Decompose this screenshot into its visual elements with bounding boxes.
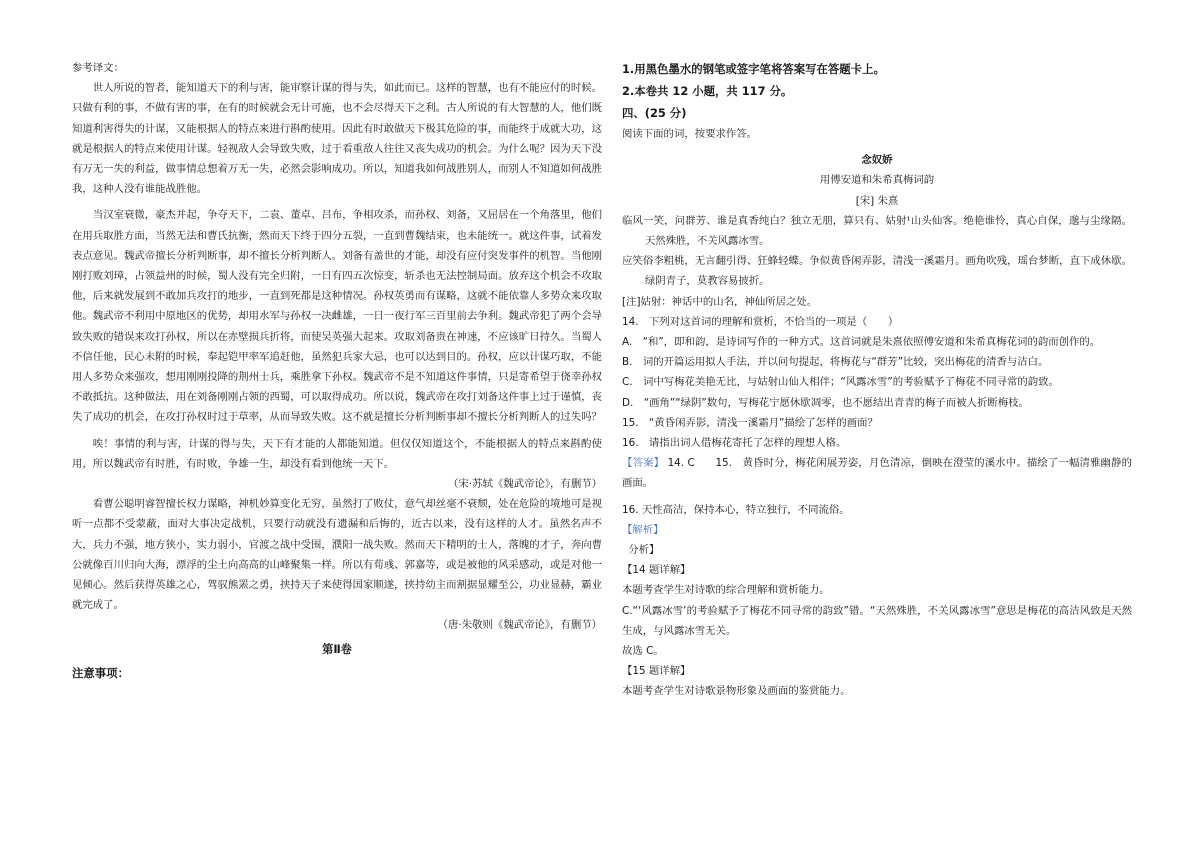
detail-15-heading: 【15 题详解】	[622, 665, 691, 678]
question-16: 16. 请指出词人借梅花寄托了怎样的理想人格。	[622, 437, 847, 450]
detail-14-option-c: C.“‘风露冰雪’的考验赋予了梅花不同寻常的韵致”错。“天然殊胜，不关风露冰雪”意思是梅花的高洁风致是天然生成，与风露冰雪无关。	[622, 604, 1132, 637]
section-heading: 四、(25 分)	[622, 106, 687, 120]
poem-title: 念奴娇	[861, 154, 893, 167]
left-column	[72, 58, 602, 684]
reading-instruction: 阅读下面的词，按要求作答。	[622, 128, 758, 140]
poem-author: [宋] 朱熹	[855, 194, 899, 207]
translation-paragraph-1: 世人所说的智者，能知道天下的利与害，能审察计谋的得与失，如此而已。这样的智慧，也有不能应付的时候。只做有利的事，不做有害的事，在有的时候就会无计可施，也不会尽得天下之利。古人所说的有大智慧的人，他们既知道利害得失的计谋，又能根据人的特点来进行斟酌使用。因此有时敢做天下极其危险的事，而能终于成就大功，这就是根据人的特点来使用计谋。轻视敌人会导致失败，过于看重敌人往往又丧失成功的机会。为什么呢？因为天下没有万无一失的利益，做事情总想着万无一失，必然会影响成功。所以，知道我如何战胜别人，而别人不知道如何战胜我，这种人没有谁能战胜他。	[72, 82, 602, 196]
notice-item-1: 1.用黑色墨水的钢笔或签字笔将答案写在答题卡上。	[622, 62, 885, 76]
question-14-option-d: D. “画角”“绿阴”数句，写梅花宁愿休歇凋零，也不愿结出青青的梅子而被人折断梅枝。	[622, 396, 1029, 409]
detail-14-heading: 【14 题详解】	[622, 564, 691, 577]
translation-paragraph-4: 看曹公聪明睿智擅长权力谋略，神机妙算变化无穷，虽然打了败仗，意气却丝毫不衰颓，处在危险的境地可是视听一点都不受蒙蔽，面对大事决定战机，只要行动就没有遗漏和后悔的，近古以来，没有这样的人才。虽然名声不大，兵力不强，地方狭小，实力弱小，官渡之战中受围，濮阳一战失败。然而天下精明的士人，落魄的才子，奔向曹公就像百川归向大海，漂浮的尘土向高高的山峰聚集一样。所以有荀彧、郭嘉等，或是被他的风采感动，或是对他一见倾心。然后获得英雄之心，驾驭熊罴之勇，挟持天子来使得国家顺遂，挟持幼主而割据显耀至公，功业显赫，霸业就完成了。	[72, 498, 602, 612]
detail-14-text: 本题考查学生对诗歌的综合理解和赏析能力。	[622, 584, 830, 597]
notice-item-2: 2.本卷共 12 小题，共 117 分。	[622, 84, 793, 98]
source-citation-1: （宋·苏轼《魏武帝论》，有删节）	[448, 478, 602, 491]
question-14-option-b: B. 词的开篇运用拟人手法，并以问句提起，将梅花与“群芳”比较，突出梅花的清香与洁白。	[622, 356, 1049, 369]
analysis-label: 【解析】	[622, 523, 664, 536]
analysis-sub: 分析】	[628, 544, 660, 557]
source-citation-2: （唐·朱敬则《魏武帝论》，有删节）	[437, 619, 602, 632]
right-column	[622, 58, 1132, 702]
translation-paragraph-3: 唉！事情的利与害，计谋的得与失，天下有才能的人都能知道。但仅仅知道这个，不能根据人的特点来斟酌使用，所以魏武帝有时胜，有时败，争雄一生，却没有看到他统一天下。	[72, 437, 602, 470]
question-14-option-a: A. “和”，即和韵，是诗词写作的一种方式。这首词就是朱熹依照傅安道和朱希真梅花词的韵而创作的。	[622, 336, 1101, 349]
answer-14: 14. C	[667, 457, 695, 470]
volume-title: 第Ⅱ卷	[322, 642, 352, 656]
answer-15: 15. 黄昏时分，梅花闲展芳姿，月色清凉，倒映在澄莹的溪水中。描绘了一幅清雅幽静的画面。	[622, 457, 1132, 490]
answer-16: 16. 天性高洁，保持本心，特立独行，不同流俗。	[622, 503, 850, 516]
poem-subtitle: 用傅安道和朱希真梅词韵	[819, 174, 935, 187]
answer-label: 【答案】	[622, 457, 665, 470]
translation-label: 参考译文：	[72, 62, 124, 74]
poem-note: [注]姑射：神话中的山名，神仙所居之处。	[622, 295, 818, 308]
notice-label: 注意事项：	[72, 665, 129, 680]
detail-14-answer: 故选 C。	[622, 645, 664, 658]
poem-stanza-2: 应笑俗李粗桃，无言翻引得、狂蜂轻蝶。争似黄昏闲弄影，清浅一溪霜月。画角吹残，瑶台梦断，直下成休歇。绿阴青子，莫教容易披折。	[622, 255, 1132, 288]
question-15: 15. “黄昏闲弄影，清浅一溪霜月”描绘了怎样的画面？	[622, 416, 878, 429]
question-14: 14. 下列对这首词的理解和赏析，不恰当的一项是（ ）	[622, 315, 899, 328]
detail-15-text: 本题考查学生对诗歌景物形象及画面的鉴赏能力。	[622, 685, 851, 698]
answer-line	[622, 453, 1132, 493]
question-14-option-c: C. 词中写梅花美艳无比，与姑射山仙人相伴；“风露冰雪”的考验赋予了梅花不同寻常的韵致。	[622, 376, 1059, 389]
translation-paragraph-2: 当汉室衰微，豪杰并起，争夺天下，二袁、董卓、吕布，争相攻杀，而孙权、刘备，又屈居在一个角落里，他们在用兵取胜方面，当然无法和曹氏抗衡，然而天下终于四分五裂，一直到曹魏结束，也未能统一。就这件事，试着发表点意见。魏武帝擅长分析判断事，却不擅长分析判断人。刘备有盖世的才能，却没有应付突发事件的机智。当他刚刚打败刘璋，占领益州的时候，蜀人没有完全归附，一日有四五次惊变，斩杀也无法控制局面。放弃这个机会不攻取他，后来就发展到不敢加兵攻打的地步，一直到死都是这种情况。孙权英勇而有谋略，这就不能依靠人多势众来攻取他。魏武帝不利用中原地区的优势，却用水军与孙权一决雌雄，一日一夜行军三百里前去争利。魏武帝犯了两个会导致失败的错误来攻打孙权，所以在赤壁损兵折将，而使吴英强大起来。攻取刘备贵在神速，不应该旷日持久。当蜀人不信任他，民心未附的时候，奉起铠甲率军追赶他，虽然犯兵家大忌，也可以达到目的。孙权，应以计谋巧取，不能用人多势众来强攻，想用刚刚投降的荆州士兵，乘胜拿下孙权。魏武帝不是不知道这件事情，只是寄希望于侥幸孙权不敢抵抗。这种做法，用在刘备刚刚占领的西蜀，可以取得成功。所以说，魏武帝在攻打刘备这件事上过于谨慎，丧失了成功的机会，在攻打孙权时过于草率，从而导致失败。这不就是擅长分析判断事却不擅长分析判断人的过失吗？	[72, 209, 602, 424]
poem-stanza-1: 临风一笑，问群芳、谁是真香纯白？独立无朋，算只有、姑射¹山头仙客。绝艳谁怜，真心自保，邈与尘缘隔。天然殊胜，不关风露冰雪。	[622, 214, 1132, 248]
